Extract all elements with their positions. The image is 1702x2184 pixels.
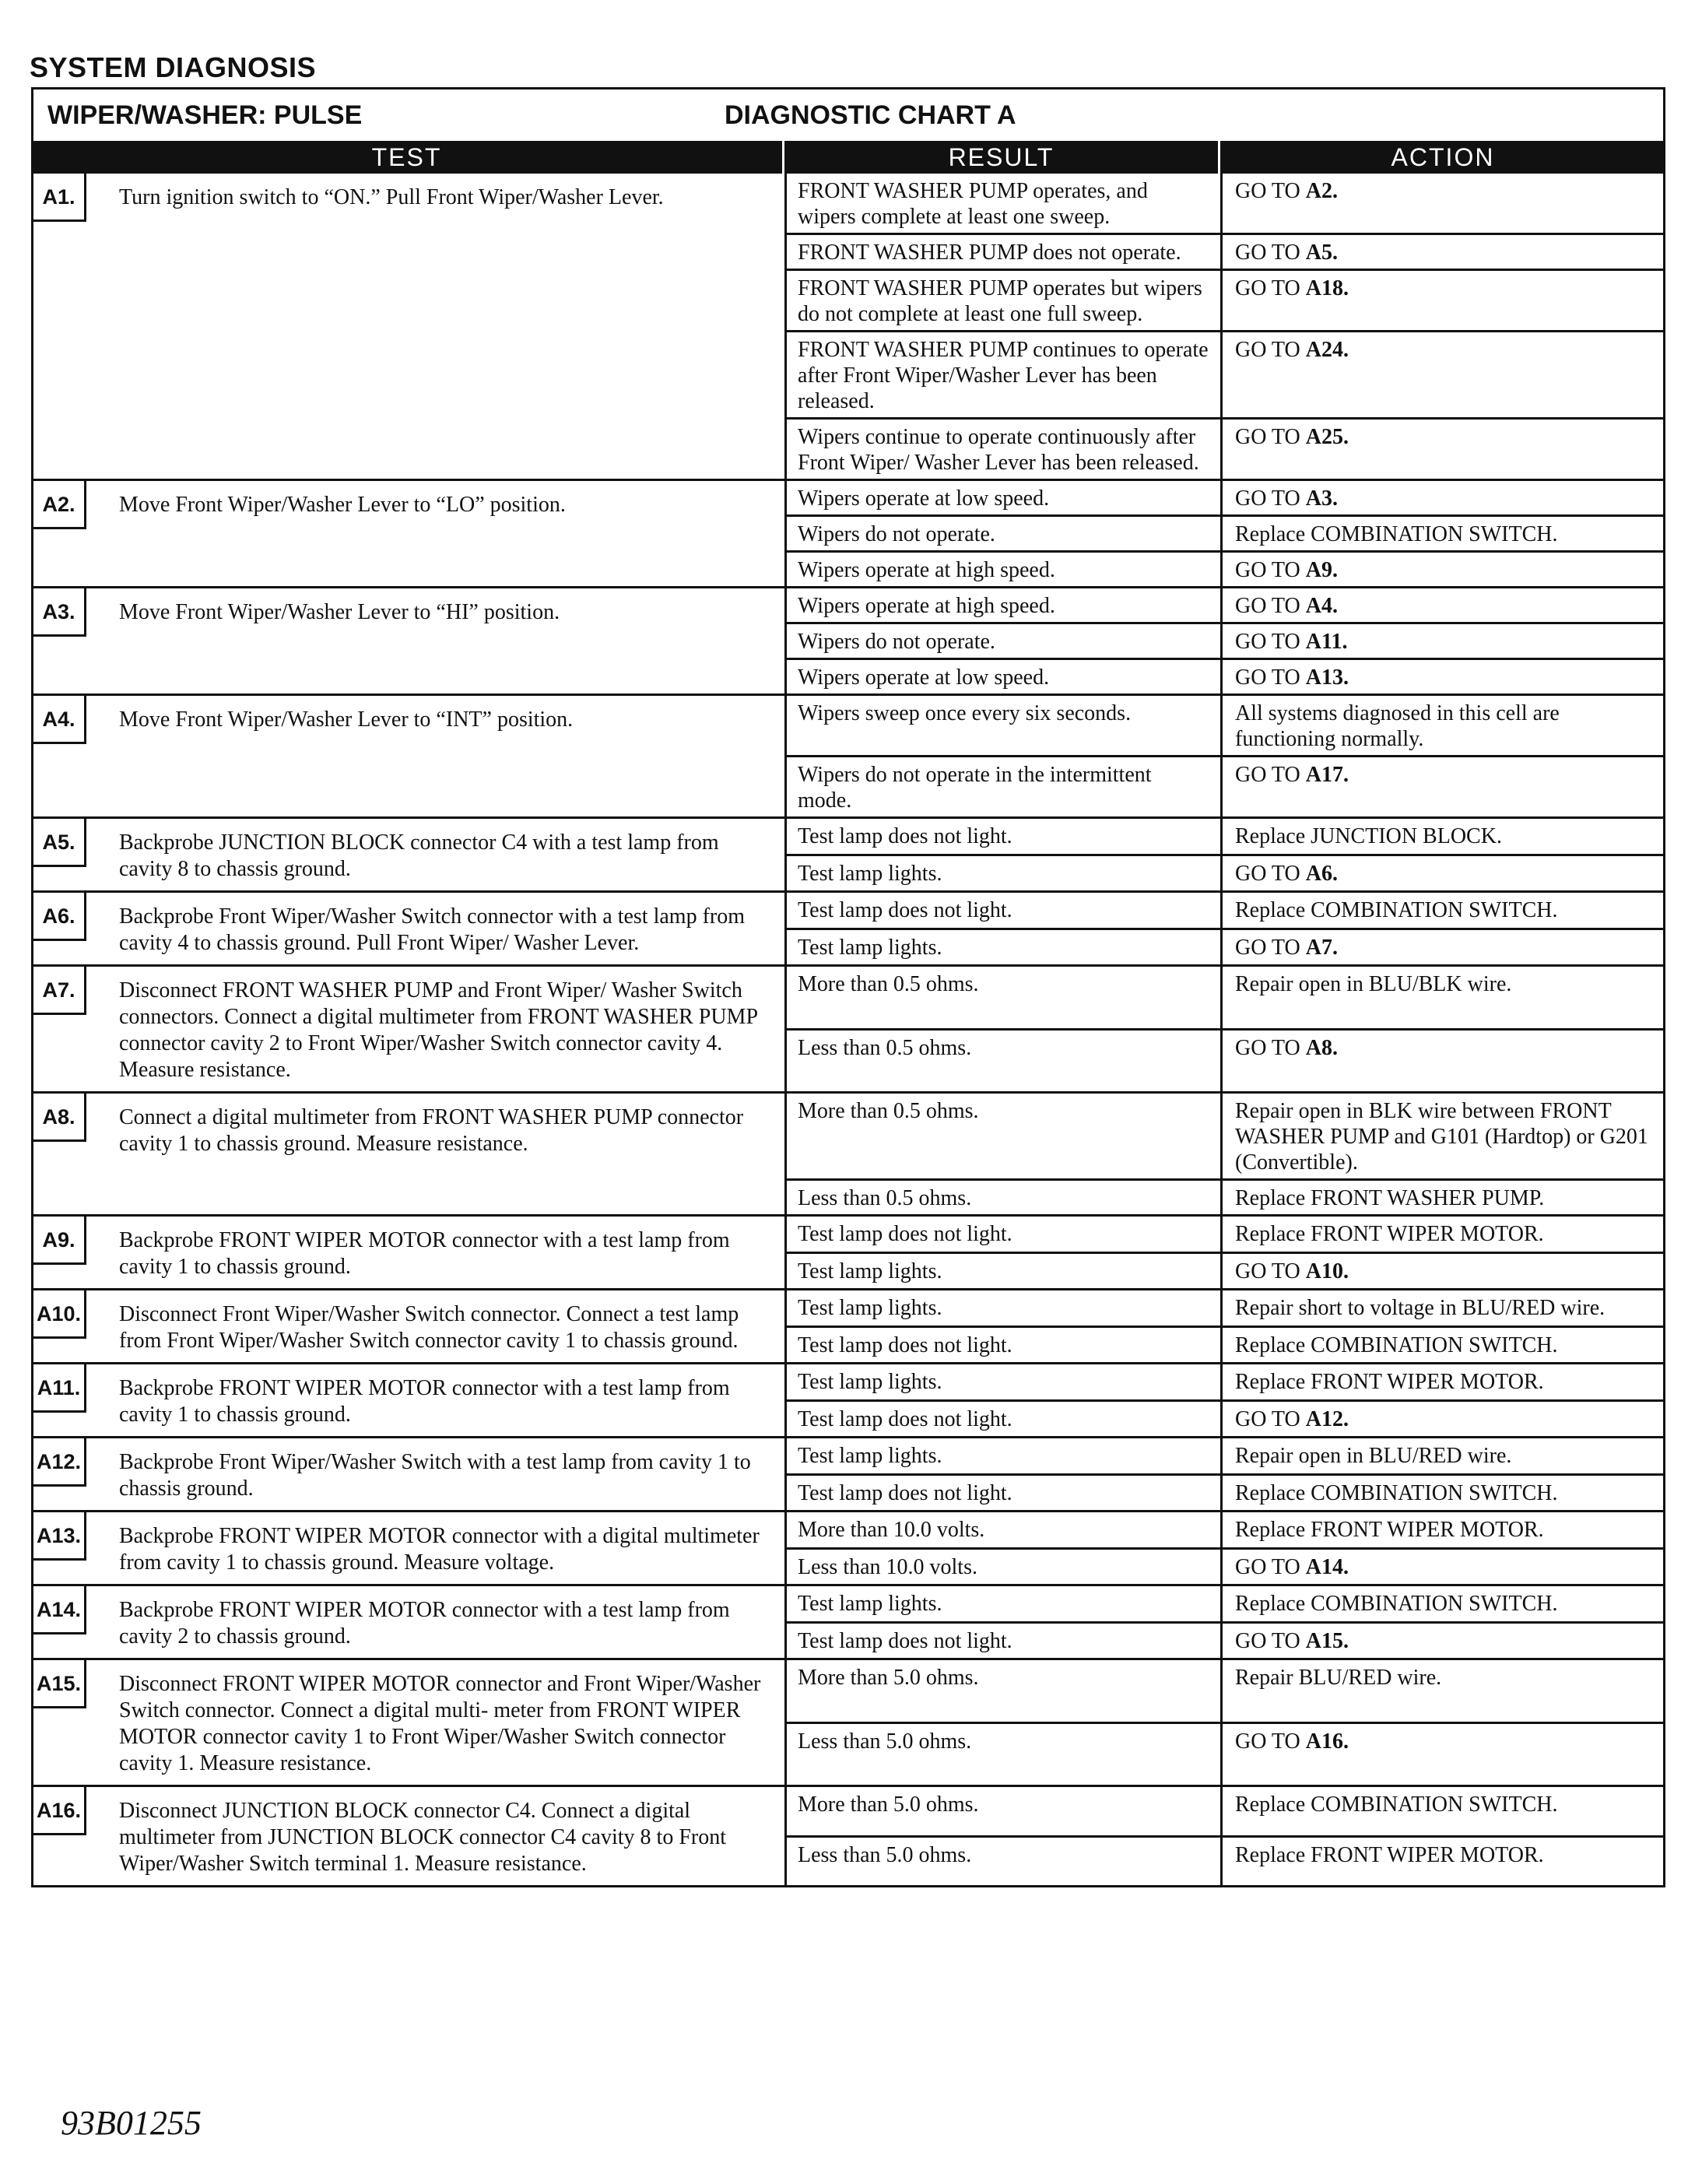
step-outcomes xyxy=(787,1512,1663,1584)
diagnostic-step xyxy=(31,893,1665,967)
outcome-row xyxy=(787,930,1663,965)
action-cell xyxy=(1223,1364,1663,1399)
diagnostic-step xyxy=(31,696,1665,819)
outcome-row xyxy=(787,174,1663,235)
action-cell xyxy=(1223,1254,1663,1289)
result-cell: Less than 5.0 ohms. xyxy=(787,1724,1223,1785)
action-step-ref[interactable]: A4. xyxy=(1305,594,1338,618)
step-outcomes xyxy=(787,1217,1663,1288)
step-test-text: Move Front Wiper/Washer Lever to “INT” position. xyxy=(119,708,574,732)
outcome-row xyxy=(787,271,1663,332)
action-cell xyxy=(1223,1787,1663,1835)
diagnostic-step xyxy=(31,1660,1665,1787)
action-text: GO TO xyxy=(1235,425,1306,449)
action-step-ref[interactable]: A11. xyxy=(1305,630,1348,654)
action-text: GO TO xyxy=(1235,630,1306,654)
action-step-ref[interactable]: A8. xyxy=(1305,1035,1338,1060)
step-test-cell xyxy=(33,174,787,479)
step-list xyxy=(31,174,1665,1887)
step-outcomes xyxy=(787,696,1663,816)
step-test-cell xyxy=(33,1787,787,1885)
action-text: Replace FRONT WASHER PUMP. xyxy=(1235,1186,1545,1210)
action-text: Repair open in BLU/BLK wire. xyxy=(1235,972,1512,996)
step-outcomes xyxy=(787,819,1663,890)
outcome-row xyxy=(787,856,1663,891)
action-text: Repair open in BLU/RED wire. xyxy=(1235,1444,1512,1468)
result-cell: Wipers sweep once every six seconds. xyxy=(787,696,1223,755)
action-step-ref[interactable]: A24. xyxy=(1305,338,1349,362)
action-text: Replace FRONT WIPER MOTOR. xyxy=(1235,1842,1544,1867)
step-id: A7. xyxy=(33,967,86,1015)
outcome-row xyxy=(787,967,1663,1031)
action-cell xyxy=(1223,967,1663,1028)
outcome-row xyxy=(787,553,1663,586)
outcome-row xyxy=(787,624,1663,660)
step-test-text: Backprobe FRONT WIPER MOTOR connector with a test lamp from cavity 2 to chassis ground. xyxy=(119,1598,730,1649)
step-test-text: Backprobe FRONT WIPER MOTOR connector with a test lamp from cavity 1 to chassis ground. xyxy=(119,1228,730,1279)
diagnostic-step xyxy=(31,1787,1665,1887)
diagnostic-step xyxy=(31,588,1665,696)
step-id: A6. xyxy=(33,893,86,941)
result-cell: Test lamp does not light. xyxy=(787,893,1223,928)
outcome-row xyxy=(787,481,1663,517)
outcome-row xyxy=(787,1838,1663,1886)
step-outcomes xyxy=(787,1787,1663,1885)
outcome-row xyxy=(787,588,1663,624)
step-id: A13. xyxy=(33,1512,86,1561)
step-outcomes xyxy=(787,1438,1663,1510)
outcome-row xyxy=(787,1328,1663,1363)
action-step-ref[interactable]: A25. xyxy=(1305,425,1349,449)
outcome-row xyxy=(787,893,1663,930)
outcome-row xyxy=(787,420,1663,479)
step-test-cell xyxy=(33,1217,787,1288)
outcome-row xyxy=(787,1094,1663,1181)
step-test-text: Backprobe FRONT WIPER MOTOR connector with a test lamp from cavity 1 to chassis ground. xyxy=(119,1376,730,1427)
result-cell: Test lamp does not light. xyxy=(787,1624,1223,1659)
outcome-row xyxy=(787,1364,1663,1402)
step-test-cell xyxy=(33,1094,787,1214)
result-cell: FRONT WASHER PUMP operates but wipers do not complete at least one full sweep. xyxy=(787,271,1223,330)
action-text: GO TO xyxy=(1235,935,1306,960)
result-cell: Test lamp lights. xyxy=(787,1254,1223,1289)
action-cell xyxy=(1223,1328,1663,1363)
figure-code: 93B01255 xyxy=(61,2104,202,2142)
action-cell xyxy=(1223,1586,1663,1621)
result-cell: Test lamp does not light. xyxy=(787,1217,1223,1252)
action-text: GO TO xyxy=(1235,861,1306,886)
result-cell: Test lamp lights. xyxy=(787,1290,1223,1325)
action-text: GO TO xyxy=(1235,1628,1306,1653)
step-id: A4. xyxy=(33,696,86,744)
action-text: Replace FRONT WIPER MOTOR. xyxy=(1235,1370,1544,1394)
action-text: GO TO xyxy=(1235,1035,1306,1060)
action-text: GO TO xyxy=(1235,665,1306,690)
outcome-row xyxy=(787,235,1663,271)
action-text: Repair BLU/RED wire. xyxy=(1235,1666,1442,1690)
outcome-row xyxy=(787,1512,1663,1550)
action-text: GO TO xyxy=(1235,1729,1306,1754)
action-text: GO TO xyxy=(1235,1259,1306,1283)
step-test-cell xyxy=(33,696,787,816)
action-text: Repair short to voltage in BLU/RED wire. xyxy=(1235,1296,1605,1320)
step-test-text: Disconnect FRONT WASHER PUMP and Front Wiper/ Washer Switch connectors. Connect a digital multimeter from FRONT WASHER PUMP connector cavity 2 to Front Wiper/Washer Switch connector cavity 4. Measure resistance. xyxy=(119,978,757,1082)
diagnostic-step xyxy=(31,481,1665,588)
action-cell xyxy=(1223,1550,1663,1585)
step-test-cell xyxy=(33,1364,787,1436)
action-cell xyxy=(1223,174,1663,233)
action-step-ref[interactable]: A2. xyxy=(1305,179,1338,203)
page-heading: SYSTEM DIAGNOSIS xyxy=(30,51,317,83)
step-id: A8. xyxy=(33,1094,86,1142)
step-test-text: Disconnect JUNCTION BLOCK connector C4. Connect a digital multimeter from JUNCTION BLOCK connector C4 cavity 8 to Front Wiper/Washer Switch terminal 1. Measure resistance. xyxy=(119,1799,726,1876)
step-id: A11. xyxy=(33,1364,86,1413)
step-id: A2. xyxy=(33,481,86,529)
action-text: GO TO xyxy=(1235,558,1306,582)
action-text: Replace COMBINATION SWITCH. xyxy=(1235,1333,1558,1357)
outcome-row xyxy=(787,1550,1663,1585)
action-step-ref[interactable]: A3. xyxy=(1305,486,1338,511)
result-cell: Test lamp does not light. xyxy=(787,819,1223,854)
result-cell: Test lamp does not light. xyxy=(787,1402,1223,1437)
action-text: GO TO xyxy=(1235,179,1306,203)
action-text: Replace COMBINATION SWITCH. xyxy=(1235,1592,1558,1616)
step-id: A10. xyxy=(33,1290,86,1339)
result-cell: More than 0.5 ohms. xyxy=(787,1094,1223,1178)
action-text: Replace FRONT WIPER MOTOR. xyxy=(1235,1222,1544,1246)
action-text: Replace COMBINATION SWITCH. xyxy=(1235,1480,1558,1505)
action-cell xyxy=(1223,757,1663,816)
action-cell xyxy=(1223,553,1663,586)
result-cell: Less than 5.0 ohms. xyxy=(787,1838,1223,1886)
result-cell: Wipers operate at low speed. xyxy=(787,481,1223,514)
action-cell xyxy=(1223,481,1663,514)
result-cell: Less than 10.0 volts. xyxy=(787,1550,1223,1585)
column-header-action: ACTION xyxy=(1391,142,1495,171)
action-cell xyxy=(1223,1624,1663,1659)
result-cell: Wipers operate at high speed. xyxy=(787,588,1223,622)
step-outcomes xyxy=(787,481,1663,586)
step-test-cell xyxy=(33,588,787,693)
step-test-text: Backprobe FRONT WIPER MOTOR connector with a digital multimeter from cavity 1 to chassis ground. Measure voltage. xyxy=(119,1524,760,1575)
step-outcomes xyxy=(787,1660,1663,1785)
diagnostic-step xyxy=(31,1217,1665,1290)
diagnostic-step xyxy=(31,1438,1665,1512)
outcome-row xyxy=(787,1438,1663,1476)
diagnostic-step xyxy=(31,1364,1665,1438)
action-cell xyxy=(1223,271,1663,330)
action-cell xyxy=(1223,1181,1663,1214)
result-cell: Less than 0.5 ohms. xyxy=(787,1181,1223,1214)
step-outcomes xyxy=(787,1094,1663,1214)
outcome-row xyxy=(787,1254,1663,1289)
outcome-row xyxy=(787,1217,1663,1254)
result-cell: More than 10.0 volts. xyxy=(787,1512,1223,1547)
diagnostic-step xyxy=(31,1290,1665,1364)
outcome-row xyxy=(787,1181,1663,1214)
step-id: A1. xyxy=(33,174,86,222)
action-cell xyxy=(1223,1402,1663,1437)
diagnostic-step xyxy=(31,1586,1665,1660)
result-cell: Test lamp lights. xyxy=(787,1586,1223,1621)
outcome-row xyxy=(787,757,1663,816)
outcome-row xyxy=(787,1787,1663,1838)
action-cell xyxy=(1223,893,1663,928)
step-test-text: Disconnect FRONT WIPER MOTOR connector and Front Wiper/Washer Switch connector. Connect a digital multi- meter from FRONT WIPER MOTOR connector cavity 1 to Front Wiper/Washer Switch connector cavity 1. Measure resistance. xyxy=(119,1672,761,1775)
step-outcomes xyxy=(787,1290,1663,1362)
action-step-ref[interactable]: A17. xyxy=(1305,763,1349,787)
outcome-row xyxy=(787,332,1663,420)
action-text: GO TO xyxy=(1235,241,1306,265)
outcome-row xyxy=(787,1624,1663,1659)
result-cell: Test lamp does not light. xyxy=(787,1476,1223,1511)
diagnostic-step xyxy=(31,819,1665,893)
step-test-cell xyxy=(33,1438,787,1510)
action-cell xyxy=(1223,1094,1663,1178)
step-test-text: Move Front Wiper/Washer Lever to “HI” position. xyxy=(119,600,560,624)
action-cell xyxy=(1223,930,1663,965)
action-cell xyxy=(1223,1031,1663,1092)
step-test-text: Turn ignition switch to “ON.” Pull Front Wiper/Washer Lever. xyxy=(119,185,664,209)
action-cell xyxy=(1223,1476,1663,1511)
step-test-cell xyxy=(33,819,787,890)
diagnostic-chart xyxy=(31,87,1665,1887)
action-cell xyxy=(1223,856,1663,891)
action-cell xyxy=(1223,1290,1663,1325)
outcome-row xyxy=(787,660,1663,693)
step-id: A12. xyxy=(33,1438,86,1487)
outcome-row xyxy=(787,696,1663,757)
action-step-ref[interactable]: A13. xyxy=(1305,665,1349,690)
step-outcomes xyxy=(787,893,1663,964)
diagnostic-step xyxy=(31,1512,1665,1586)
action-step-ref[interactable]: A9. xyxy=(1305,558,1338,582)
action-text: All systems diagnosed in this cell are functioning normally. xyxy=(1235,701,1560,751)
action-step-ref[interactable]: A18. xyxy=(1305,276,1349,300)
outcome-row xyxy=(787,1476,1663,1511)
action-step-ref[interactable]: A10. xyxy=(1305,1259,1349,1283)
action-text: GO TO xyxy=(1235,276,1306,300)
action-text: Replace COMBINATION SWITCH. xyxy=(1235,898,1558,922)
diagnostic-step xyxy=(31,174,1665,481)
step-id: A14. xyxy=(33,1586,86,1634)
action-cell xyxy=(1223,624,1663,658)
outcome-row xyxy=(787,517,1663,553)
outcome-row xyxy=(787,1660,1663,1724)
result-cell: Wipers continue to operate continuously after Front Wiper/ Washer Lever has been released. xyxy=(787,420,1223,479)
action-step-ref[interactable]: A7. xyxy=(1305,935,1338,960)
column-header-result: RESULT xyxy=(784,141,1220,174)
chart-name-title: DIAGNOSTIC CHART A xyxy=(725,100,1016,130)
action-cell xyxy=(1223,332,1663,417)
outcome-row xyxy=(787,1586,1663,1624)
result-cell: FRONT WASHER PUMP operates, and wipers complete at least one sweep. xyxy=(787,174,1223,233)
result-cell: Test lamp lights. xyxy=(787,930,1223,965)
result-cell: Less than 0.5 ohms. xyxy=(787,1031,1223,1092)
step-test-text: Connect a digital multimeter from FRONT WASHER PUMP connector cavity 1 to chassis ground. Measure resistance. xyxy=(119,1105,744,1156)
outcome-row xyxy=(787,1290,1663,1328)
step-test-text: Backprobe Front Wiper/Washer Switch with a test lamp from cavity 1 to chassis ground. xyxy=(119,1450,751,1501)
action-text: Repair open in BLK wire between FRONT WASHER PUMP and G101 (Hardtop) or G201 (Convertible). xyxy=(1235,1099,1648,1175)
step-outcomes xyxy=(787,1364,1663,1436)
action-text: GO TO xyxy=(1235,594,1306,618)
result-cell: FRONT WASHER PUMP continues to operate after Front Wiper/Washer Lever has been released. xyxy=(787,332,1223,417)
step-test-cell xyxy=(33,1290,787,1362)
outcome-row xyxy=(787,819,1663,856)
result-cell: Test lamp lights. xyxy=(787,1438,1223,1473)
action-text: Replace COMBINATION SWITCH. xyxy=(1235,1792,1558,1817)
step-test-text: Move Front Wiper/Washer Lever to “LO” position. xyxy=(119,493,566,517)
diagnostic-step xyxy=(31,1094,1665,1217)
column-header-row xyxy=(31,141,1665,174)
result-cell: Test lamp does not light. xyxy=(787,1328,1223,1363)
action-step-ref[interactable]: A6. xyxy=(1305,861,1338,886)
action-text: Replace FRONT WIPER MOTOR. xyxy=(1235,1518,1544,1542)
action-cell xyxy=(1223,420,1663,479)
action-cell xyxy=(1223,588,1663,622)
step-outcomes xyxy=(787,174,1663,479)
action-step-ref[interactable]: A14. xyxy=(1305,1554,1349,1579)
action-cell xyxy=(1223,1512,1663,1547)
action-step-ref[interactable]: A15. xyxy=(1305,1628,1349,1653)
step-test-text: Disconnect Front Wiper/Washer Switch connector. Connect a test lamp from Front Wiper/Washer Switch connector cavity 1 to chassis ground. xyxy=(119,1302,739,1353)
action-cell xyxy=(1223,1838,1663,1886)
action-cell xyxy=(1223,1660,1663,1722)
action-text: GO TO xyxy=(1235,486,1306,511)
result-cell: More than 5.0 ohms. xyxy=(787,1787,1223,1835)
step-test-text: Backprobe JUNCTION BLOCK connector C4 with a test lamp from cavity 8 to chassis ground. xyxy=(119,830,719,881)
step-test-cell xyxy=(33,1512,787,1584)
step-test-cell xyxy=(33,1586,787,1658)
action-step-ref[interactable]: A5. xyxy=(1305,241,1338,265)
outcome-row xyxy=(787,1031,1663,1092)
step-test-cell xyxy=(33,893,787,964)
action-text: GO TO xyxy=(1235,338,1306,362)
step-test-cell xyxy=(33,1660,787,1785)
result-cell: Wipers do not operate. xyxy=(787,624,1223,658)
action-cell xyxy=(1223,819,1663,854)
result-cell: Wipers operate at low speed. xyxy=(787,660,1223,693)
step-id: A15. xyxy=(33,1660,86,1708)
step-outcomes xyxy=(787,1586,1663,1658)
step-test-cell xyxy=(33,481,787,586)
outcome-row xyxy=(787,1724,1663,1785)
result-cell: More than 0.5 ohms. xyxy=(787,967,1223,1028)
step-id: A9. xyxy=(33,1217,86,1265)
step-outcomes xyxy=(787,967,1663,1091)
outcome-row xyxy=(787,1402,1663,1437)
action-step-ref[interactable]: A16. xyxy=(1305,1729,1349,1754)
result-cell: Test lamp lights. xyxy=(787,1364,1223,1399)
column-header-test: TEST xyxy=(31,141,784,174)
action-text: Replace JUNCTION BLOCK. xyxy=(1235,824,1502,848)
action-step-ref[interactable]: A12. xyxy=(1305,1406,1349,1431)
action-text: GO TO xyxy=(1235,1406,1306,1431)
step-test-text: Backprobe Front Wiper/Washer Switch connector with a test lamp from cavity 4 to chassis ground. Pull Front Wiper/ Washer Lever. xyxy=(119,904,746,955)
result-cell: FRONT WASHER PUMP does not operate. xyxy=(787,235,1223,269)
step-id: A3. xyxy=(33,588,86,637)
step-outcomes xyxy=(787,588,1663,693)
diagnostic-step xyxy=(31,967,1665,1094)
result-cell: Wipers operate at high speed. xyxy=(787,553,1223,586)
action-text: GO TO xyxy=(1235,763,1306,787)
action-cell xyxy=(1223,517,1663,550)
action-cell xyxy=(1223,696,1663,755)
result-cell: Wipers do not operate in the intermittent mode. xyxy=(787,757,1223,816)
chart-system-title: WIPER/WASHER: PULSE xyxy=(47,100,363,130)
action-text: Replace COMBINATION SWITCH. xyxy=(1235,522,1558,546)
action-cell xyxy=(1223,660,1663,693)
action-cell xyxy=(1223,1438,1663,1473)
result-cell: More than 5.0 ohms. xyxy=(787,1660,1223,1722)
result-cell: Wipers do not operate. xyxy=(787,517,1223,550)
action-cell xyxy=(1223,235,1663,269)
action-cell xyxy=(1223,1217,1663,1252)
chart-title-bar xyxy=(31,87,1665,141)
action-text: GO TO xyxy=(1235,1554,1306,1579)
result-cell: Test lamp lights. xyxy=(787,856,1223,891)
step-test-cell xyxy=(33,967,787,1091)
step-id: A16. xyxy=(33,1787,86,1835)
step-id: A5. xyxy=(33,819,86,867)
action-cell xyxy=(1223,1724,1663,1785)
